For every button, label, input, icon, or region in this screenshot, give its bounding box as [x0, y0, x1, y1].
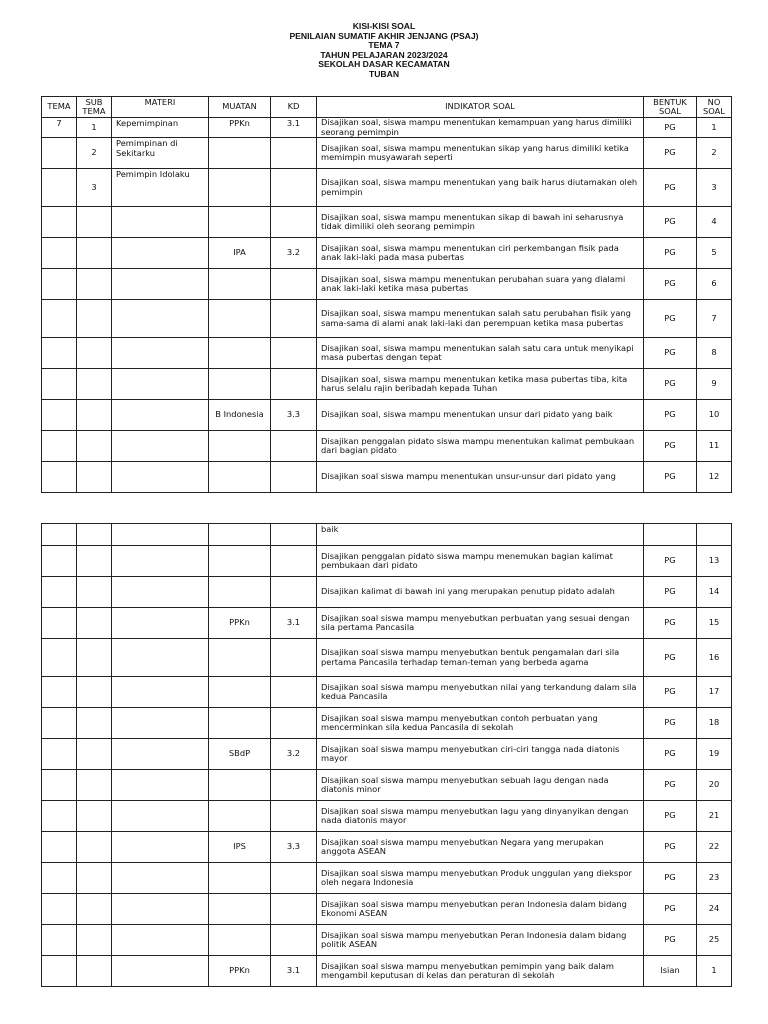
- cell-indikator: Disajikan soal, siswa mampu menentukan unsur dari pidato yang baik: [317, 400, 644, 431]
- cell-subtema: [77, 207, 112, 238]
- cell-kd: 3.3: [271, 832, 317, 863]
- cell-no: 7: [697, 300, 732, 338]
- cell-no: 15: [697, 608, 732, 639]
- cell-kd: [271, 431, 317, 462]
- cell-no: 5: [697, 238, 732, 269]
- cell-bentuk: PG: [644, 677, 697, 708]
- cell-materi: [112, 739, 209, 770]
- cell-indikator: Disajikan soal siswa mampu menyebutkan Negara yang merupakan anggota ASEAN: [317, 832, 644, 863]
- col-header-kd: KD: [271, 97, 317, 118]
- cell-tema: [42, 708, 77, 739]
- col-header-subtema: SUB TEMA: [77, 97, 112, 118]
- cell-bentuk: PG: [644, 400, 697, 431]
- cell-subtema: [77, 524, 112, 546]
- cell-muatan: [209, 894, 271, 925]
- table-row: [42, 338, 732, 369]
- cell-indikator: Disajikan soal siswa mampu menyebutkan contoh perbuatan yang mencerminkan sila kedua Pancasila di sekolah: [317, 708, 644, 739]
- cell-subtema: [77, 832, 112, 863]
- cell-indikator: Disajikan penggalan pidato siswa mampu menentukan kalimat pembukaan dari bagian pidato: [317, 431, 644, 462]
- cell-muatan: PPKn: [209, 118, 271, 138]
- cell-tema: [42, 608, 77, 639]
- cell-subtema: [77, 956, 112, 987]
- table-row: [42, 207, 732, 238]
- cell-kd: 3.2: [271, 739, 317, 770]
- cell-muatan: [209, 639, 271, 677]
- cell-tema: [42, 269, 77, 300]
- cell-tema: [42, 524, 77, 546]
- cell-indikator: Disajikan soal siswa mampu menyebutkan pemimpin yang baik dalam mengambil keputusan di kelas dan peraturan di sekolah: [317, 956, 644, 987]
- cell-kd: [271, 300, 317, 338]
- cell-muatan: [209, 524, 271, 546]
- cell-muatan: [209, 338, 271, 369]
- cell-no: 8: [697, 338, 732, 369]
- cell-kd: [271, 338, 317, 369]
- cell-indikator: Disajikan soal, siswa mampu menentukan salah satu cara untuk menyikapi masa pubertas dengan tepat: [317, 338, 644, 369]
- cell-subtema: [77, 608, 112, 639]
- cell-muatan: PPKn: [209, 608, 271, 639]
- cell-bentuk: PG: [644, 832, 697, 863]
- cell-tema: [42, 925, 77, 956]
- table-row: [42, 238, 732, 269]
- cell-materi: [112, 238, 209, 269]
- table-row: [42, 639, 732, 677]
- table-row: [42, 894, 732, 925]
- cell-kd: [271, 138, 317, 169]
- header-line-theme: TEMA 7: [368, 40, 400, 51]
- cell-no: 18: [697, 708, 732, 739]
- cell-tema: [42, 138, 77, 169]
- cell-materi: [112, 369, 209, 400]
- col-header-no: NO SOAL: [697, 97, 732, 118]
- cell-materi: Pemimpinan di Sekitarku: [112, 138, 209, 169]
- cell-no: 3: [697, 169, 732, 207]
- cell-kd: [271, 894, 317, 925]
- cell-kd: [271, 546, 317, 577]
- cell-materi: [112, 863, 209, 894]
- cell-subtema: [77, 300, 112, 338]
- cell-muatan: [209, 677, 271, 708]
- cell-kd: [271, 462, 317, 493]
- cell-kd: [271, 269, 317, 300]
- table-row: [42, 863, 732, 894]
- cell-materi: Kepemimpinan: [112, 118, 209, 138]
- header-line-school: SEKOLAH DASAR KECAMATAN: [318, 59, 450, 70]
- cell-indikator: Disajikan soal siswa mampu menentukan unsur-unsur dari pidato yang: [317, 462, 644, 493]
- cell-indikator: Disajikan soal siswa mampu menyebutkan perbuatan yang sesuai dengan sila pertama Pancasila: [317, 608, 644, 639]
- cell-tema: [42, 801, 77, 832]
- cell-muatan: [209, 169, 271, 207]
- cell-tema: [42, 770, 77, 801]
- cell-kd: [271, 639, 317, 677]
- table-row: [42, 925, 732, 956]
- cell-tema: [42, 338, 77, 369]
- cell-no: [697, 524, 732, 546]
- header-line-title: KISI-KISI SOAL: [352, 21, 416, 31]
- cell-subtema: [77, 770, 112, 801]
- cell-tema: [42, 546, 77, 577]
- cell-bentuk: PG: [644, 207, 697, 238]
- cell-subtema: [77, 925, 112, 956]
- cell-indikator: Disajikan soal siswa mampu menyebutkan Peran Indonesia dalam bidang politik ASEAN: [317, 925, 644, 956]
- cell-tema: [42, 207, 77, 238]
- cell-bentuk: PG: [644, 770, 697, 801]
- cell-tema: [42, 577, 77, 608]
- table-row: [42, 118, 732, 138]
- cell-muatan: [209, 207, 271, 238]
- col-header-muatan: MUATAN: [209, 97, 271, 118]
- cell-tema: [42, 894, 77, 925]
- cell-materi: [112, 801, 209, 832]
- cell-bentuk: PG: [644, 300, 697, 338]
- cell-bentuk: PG: [644, 894, 697, 925]
- header-line-district: TUBAN: [368, 68, 400, 79]
- cell-materi: [112, 608, 209, 639]
- cell-materi: [112, 400, 209, 431]
- cell-no: 9: [697, 369, 732, 400]
- cell-subtema: [77, 894, 112, 925]
- table-row: [42, 546, 732, 577]
- cell-indikator: Disajikan soal siswa mampu menyebutkan nilai yang terkandung dalam sila kedua Pancasila: [317, 677, 644, 708]
- col-header-bentuk: BENTUK SOAL: [644, 97, 697, 118]
- cell-bentuk: PG: [644, 169, 697, 207]
- cell-indikator: Disajikan soal, siswa mampu menentukan salah satu perubahan fisik yang sama-sama di alami anak laki-laki dan perempuan ketika masa pubertas: [317, 300, 644, 338]
- col-header-materi: MATERI: [112, 97, 209, 118]
- table-row: [42, 369, 732, 400]
- cell-muatan: [209, 138, 271, 169]
- cell-tema: [42, 863, 77, 894]
- cell-muatan: [209, 369, 271, 400]
- cell-subtema: [77, 462, 112, 493]
- cell-tema: [42, 431, 77, 462]
- cell-bentuk: PG: [644, 138, 697, 169]
- cell-tema: [42, 369, 77, 400]
- cell-indikator: Disajikan soal, siswa mampu menentukan perubahan suara yang dialami anak laki-laki ketika masa pubertas: [317, 269, 644, 300]
- cell-kd: 3.1: [271, 608, 317, 639]
- cell-tema: [42, 832, 77, 863]
- cell-materi: [112, 894, 209, 925]
- cell-muatan: [209, 801, 271, 832]
- cell-subtema: [77, 739, 112, 770]
- cell-no: 10: [697, 400, 732, 431]
- cell-materi: [112, 677, 209, 708]
- table-row: [42, 832, 732, 863]
- cell-muatan: PPKn: [209, 956, 271, 987]
- cell-no: 12: [697, 462, 732, 493]
- cell-materi: [112, 925, 209, 956]
- cell-materi: [112, 431, 209, 462]
- cell-tema: [42, 238, 77, 269]
- table-row: [42, 608, 732, 639]
- cell-muatan: IPA: [209, 238, 271, 269]
- table-row: [42, 708, 732, 739]
- cell-kd: 3.2: [271, 238, 317, 269]
- table-2-body: [42, 524, 732, 987]
- cell-indikator: Disajikan soal siswa mampu menyebutkan lagu yang dinyanyikan dengan nada diatonis mayor: [317, 801, 644, 832]
- cell-bentuk: PG: [644, 118, 697, 138]
- cell-no: 19: [697, 739, 732, 770]
- cell-subtema: [77, 338, 112, 369]
- cell-kd: [271, 863, 317, 894]
- question-grid-table-1: [41, 96, 732, 493]
- table-row: [42, 739, 732, 770]
- cell-indikator: Disajikan soal siswa mampu menyebutkan bentuk pengamalan dari sila pertama Pancasila terhadap teman-teman yang berbeda agama: [317, 639, 644, 677]
- cell-materi: [112, 832, 209, 863]
- cell-bentuk: PG: [644, 801, 697, 832]
- cell-bentuk: PG: [644, 338, 697, 369]
- cell-no: 16: [697, 639, 732, 677]
- cell-subtema: [77, 546, 112, 577]
- cell-materi: Pemimpin Idolaku: [112, 169, 209, 207]
- cell-bentuk: PG: [644, 739, 697, 770]
- cell-subtema: 1: [77, 118, 112, 138]
- cell-kd: 3.1: [271, 118, 317, 138]
- cell-materi: [112, 269, 209, 300]
- table-1-body: [42, 118, 732, 493]
- cell-no: 23: [697, 863, 732, 894]
- cell-muatan: [209, 925, 271, 956]
- cell-materi: [112, 577, 209, 608]
- cell-no: 13: [697, 546, 732, 577]
- cell-bentuk: PG: [644, 925, 697, 956]
- cell-bentuk: PG: [644, 863, 697, 894]
- cell-materi: [112, 462, 209, 493]
- cell-no: 24: [697, 894, 732, 925]
- cell-kd: [271, 708, 317, 739]
- cell-materi: [112, 546, 209, 577]
- cell-muatan: [209, 462, 271, 493]
- cell-no: 1: [697, 118, 732, 138]
- cell-materi: [112, 708, 209, 739]
- cell-muatan: [209, 770, 271, 801]
- cell-muatan: [209, 577, 271, 608]
- cell-indikator: Disajikan soal siswa mampu menyebutkan sebuah lagu dengan nada diatonis minor: [317, 770, 644, 801]
- cell-bentuk: PG: [644, 431, 697, 462]
- question-grid-table-2: [41, 523, 732, 987]
- cell-bentuk: PG: [644, 369, 697, 400]
- header-line-assessment: PENILAIAN SUMATIF AKHIR JENJANG (PSAJ): [289, 30, 479, 41]
- cell-no: 11: [697, 431, 732, 462]
- cell-materi: [112, 207, 209, 238]
- table-row: [42, 169, 732, 207]
- cell-kd: [271, 169, 317, 207]
- cell-bentuk: PG: [644, 608, 697, 639]
- cell-materi: [112, 956, 209, 987]
- cell-tema: 7: [42, 118, 77, 138]
- cell-bentuk: PG: [644, 546, 697, 577]
- cell-no: 22: [697, 832, 732, 863]
- cell-muatan: [209, 546, 271, 577]
- cell-no: 2: [697, 138, 732, 169]
- col-header-tema: TEMA: [42, 97, 77, 118]
- cell-materi: [112, 338, 209, 369]
- table-row: [42, 801, 732, 832]
- cell-bentuk: PG: [644, 708, 697, 739]
- cell-tema: [42, 462, 77, 493]
- cell-indikator: Disajikan soal siswa mampu menyebutkan Produk unggulan yang diekspor oleh negara Indonesia: [317, 863, 644, 894]
- cell-subtema: [77, 863, 112, 894]
- document-header: [0, 22, 768, 80]
- cell-no: 21: [697, 801, 732, 832]
- cell-subtema: 3: [77, 169, 112, 207]
- table-row: [42, 770, 732, 801]
- cell-muatan: [209, 300, 271, 338]
- cell-bentuk: PG: [644, 238, 697, 269]
- cell-subtema: [77, 639, 112, 677]
- cell-kd: [271, 524, 317, 546]
- cell-indikator: Disajikan soal siswa mampu menyebutkan peran Indonesia dalam bidang Ekonomi ASEAN: [317, 894, 644, 925]
- cell-tema: [42, 677, 77, 708]
- cell-materi: [112, 639, 209, 677]
- cell-materi: [112, 300, 209, 338]
- cell-indikator: Disajikan soal, siswa mampu menentukan sikap yang harus dimiliki ketika memimpin musyawarah seperti: [317, 138, 644, 169]
- cell-subtema: [77, 269, 112, 300]
- cell-materi: [112, 770, 209, 801]
- cell-no: 1: [697, 956, 732, 987]
- cell-subtema: [77, 801, 112, 832]
- cell-tema: [42, 739, 77, 770]
- cell-muatan: [209, 431, 271, 462]
- cell-kd: [271, 577, 317, 608]
- cell-kd: [271, 677, 317, 708]
- cell-subtema: [77, 431, 112, 462]
- cell-kd: 3.3: [271, 400, 317, 431]
- cell-tema: [42, 300, 77, 338]
- cell-subtema: 2: [77, 138, 112, 169]
- cell-indikator: Disajikan penggalan pidato siswa mampu menemukan bagian kalimat pembukaan dari pidato: [317, 546, 644, 577]
- cell-tema: [42, 169, 77, 207]
- cell-indikator: Disajikan kalimat di bawah ini yang merupakan penutup pidato adalah: [317, 577, 644, 608]
- cell-subtema: [77, 369, 112, 400]
- cell-indikator: Disajikan soal, siswa mampu menentukan kemampuan yang harus dimiliki seorang pemimpin: [317, 118, 644, 138]
- cell-kd: 3.1: [271, 956, 317, 987]
- cell-indikator: Disajikan soal siswa mampu menyebutkan ciri-ciri tangga nada diatonis mayor: [317, 739, 644, 770]
- cell-bentuk: PG: [644, 639, 697, 677]
- cell-subtema: [77, 708, 112, 739]
- cell-bentuk: Isian: [644, 956, 697, 987]
- table-row: [42, 431, 732, 462]
- cell-tema: [42, 639, 77, 677]
- cell-muatan: [209, 708, 271, 739]
- cell-no: 17: [697, 677, 732, 708]
- table-row: [42, 524, 732, 546]
- table-row: [42, 138, 732, 169]
- cell-no: 20: [697, 770, 732, 801]
- table-row: [42, 400, 732, 431]
- cell-kd: [271, 207, 317, 238]
- table-header-row: [42, 97, 732, 118]
- table-row: [42, 956, 732, 987]
- cell-indikator: Disajikan soal, siswa mampu menentukan sikap di bawah ini seharusnya tidak dimiliki oleh seorang pemimpin: [317, 207, 644, 238]
- header-line-year: TAHUN PELAJARAN 2023/2024: [320, 49, 448, 60]
- cell-indikator: baik: [317, 524, 644, 546]
- cell-muatan: SBdP: [209, 739, 271, 770]
- table-row: [42, 269, 732, 300]
- table-row: [42, 462, 732, 493]
- cell-bentuk: PG: [644, 577, 697, 608]
- cell-bentuk: PG: [644, 462, 697, 493]
- cell-kd: [271, 925, 317, 956]
- cell-materi: [112, 524, 209, 546]
- cell-kd: [271, 801, 317, 832]
- cell-indikator: Disajikan soal, siswa mampu menentukan ketika masa pubertas tiba, kita harus selalu rajin beribadah kepada Tuhan: [317, 369, 644, 400]
- cell-no: 25: [697, 925, 732, 956]
- cell-kd: [271, 770, 317, 801]
- cell-tema: [42, 400, 77, 431]
- cell-subtema: [77, 400, 112, 431]
- cell-muatan: IPS: [209, 832, 271, 863]
- cell-subtema: [77, 677, 112, 708]
- cell-muatan: B Indonesia: [209, 400, 271, 431]
- cell-no: 14: [697, 577, 732, 608]
- cell-muatan: [209, 863, 271, 894]
- cell-indikator: Disajikan soal, siswa mampu menentukan yang baik harus diutamakan oleh pemimpin: [317, 169, 644, 207]
- cell-muatan: [209, 269, 271, 300]
- cell-indikator: Disajikan soal, siswa mampu menentukan ciri perkembangan fisik pada anak laki-laki pada masa pubertas: [317, 238, 644, 269]
- cell-kd: [271, 369, 317, 400]
- table-row: [42, 300, 732, 338]
- cell-no: 4: [697, 207, 732, 238]
- cell-tema: [42, 956, 77, 987]
- table-row: [42, 677, 732, 708]
- cell-bentuk: [644, 524, 697, 546]
- cell-subtema: [77, 577, 112, 608]
- col-header-indikator: INDIKATOR SOAL: [317, 97, 644, 118]
- cell-subtema: [77, 238, 112, 269]
- cell-bentuk: PG: [644, 269, 697, 300]
- table-row: [42, 577, 732, 608]
- cell-no: 6: [697, 269, 732, 300]
